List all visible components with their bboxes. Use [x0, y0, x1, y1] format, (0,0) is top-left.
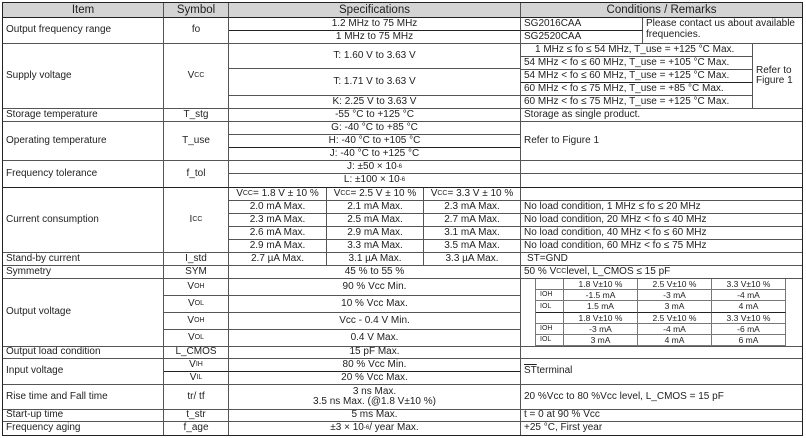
spec-storage: -55 °C to +125 °C [229, 109, 521, 122]
current-value: 2.0 mA Max. [229, 201, 327, 214]
supply-refer: Refer to Figure 1 [753, 44, 802, 109]
item-input-voltage: Input voltage [3, 359, 164, 385]
symbol-vol: V OL [164, 296, 229, 313]
current-value: 2.6 mA Max. [229, 227, 327, 240]
drive-value: -3 mA [638, 290, 712, 301]
current-condition: No load condition, 40 MHz < fo ≤ 60 MHz [521, 227, 802, 240]
current-condition: No load condition, 1 MHz ≤ fo ≤ 20 MHz [521, 201, 802, 214]
spec-voh-1: 90 % Vcc Min. [229, 279, 521, 296]
spec-vil: 20 % Vcc Max. [229, 372, 521, 385]
symbol-fo: fo [164, 18, 229, 44]
symbol-sym: SYM [164, 266, 229, 279]
item-aging: Frequency aging [3, 422, 164, 435]
current-value: 2.1 mA Max. [327, 201, 424, 214]
remark-tol-1 [521, 161, 802, 174]
drive-blank [536, 279, 564, 290]
current-value: 3.1 mA Max. [424, 227, 521, 240]
drive-value: 4 mA [638, 335, 712, 346]
spec-op-g: G: -40 °C to +85 °C [229, 122, 521, 135]
remark-operating: Refer to Figure 1 [521, 122, 802, 161]
remark-startup: t = 0 at 90 % Vcc [521, 410, 802, 422]
current-value: 3.5 mA Max. [424, 240, 521, 253]
symbol-istd: I_std [164, 253, 229, 266]
current-col-33: V CC = 3.3 V ± 10 % [424, 188, 521, 201]
model-sg2520caa: SG2520CAA [521, 31, 643, 44]
remark-storage: Storage as single product. [521, 109, 802, 122]
drive-blank [536, 313, 564, 324]
drive-header: 1.8 V±10 % [564, 279, 638, 290]
spec-freq-2: 1 MHz to 75 MHz [229, 31, 521, 44]
symbol-fage: f_age [164, 422, 229, 435]
drive-header: 2.5 V±10 % [638, 279, 712, 290]
spec-supply-t1: T: 1.60 V to 3.63 V [229, 44, 521, 69]
supply-cond-4: 60 MHz < fo ≤ 75 MHz, T_use = +85 °C Max. [521, 83, 753, 96]
symbol-ftol: f_tol [164, 161, 229, 188]
drive-value: 6 mA [712, 335, 786, 346]
current-value: 3.3 mA Max. [327, 240, 424, 253]
current-remark-blank [521, 188, 802, 201]
spec-tol-l: L: ±100 × 10 -6 [229, 174, 521, 188]
item-rise-fall: Rise time and Fall time [3, 385, 164, 410]
symbol-tuse: T_use [164, 122, 229, 161]
spec-vol-1: 10 % Vcc Max. [229, 296, 521, 313]
drive-label: IOH [536, 324, 564, 335]
spec-voh-2: Vcc - 0.4 V Min. [229, 313, 521, 330]
symbol-vih: V IH [164, 359, 229, 372]
item-load: Output load condition [3, 347, 164, 359]
item-symmetry: Symmetry [3, 266, 164, 279]
drive-label: IOL [536, 301, 564, 313]
spec-table [2, 2, 803, 436]
spec-load: 15 pF Max. [229, 347, 521, 359]
spec-vih: 80 % Vcc Min. [229, 359, 521, 372]
symbol-tstg: T_stg [164, 109, 229, 122]
drive-value: -6 mA [712, 324, 786, 335]
spec-supply-k: K: 2.25 V to 3.63 V [229, 96, 521, 109]
model-sg2016caa: SG2016CAA [521, 18, 643, 31]
item-output-voltage: Output voltage [3, 279, 164, 347]
item-operating: Operating temperature [3, 122, 164, 161]
current-value: 2.5 mA Max. [327, 214, 424, 227]
drive-label: IOH [536, 290, 564, 301]
spec-supply-t2: T: 1.71 V to 3.63 V [229, 69, 521, 96]
spec-op-h: H: -40 °C to +105 °C [229, 135, 521, 148]
header-remarks: Conditions / Remarks [521, 3, 802, 18]
remark-rise-fall: 20 %Vcc to 80 %Vcc level, L_CMOS = 15 pF [521, 385, 802, 410]
remark-symmetry: 50 % V CC level, L_CMOS ≤ 15 pF [521, 266, 802, 279]
symbol-vil: V IL [164, 372, 229, 385]
supply-cond-2: 54 MHz < fo ≤ 60 MHz, T_use = +105 °C Max. [521, 57, 753, 70]
current-value: 2.7 mA Max. [424, 214, 521, 227]
symbol-lcmos: L_CMOS [164, 347, 229, 359]
drive-header: 3.3 V±10 % [712, 313, 786, 324]
spec-freq-1: 1.2 MHz to 75 MHz [229, 18, 521, 31]
drive-value: -4 mA [638, 324, 712, 335]
item-standby: Stand-by current [3, 253, 164, 266]
spec-startup: 5 ms Max. [229, 410, 521, 422]
symbol-vol: V OL [164, 330, 229, 347]
standby-value: 2.7 µA Max. [229, 253, 327, 266]
remark-load [521, 347, 802, 359]
current-condition: No load condition, 60 MHz < fo ≤ 75 MHz [521, 240, 802, 253]
header-item: Item [3, 3, 164, 18]
spec-aging: ±3 × 10 -6 / year Max. [229, 422, 521, 435]
item-tolerance: Frequency tolerance [3, 161, 164, 188]
supply-cond-3: 54 MHz < fo ≤ 60 MHz, T_use = +125 °C Max. [521, 70, 753, 83]
current-col-18: V CC = 1.8 V ± 10 % [229, 188, 327, 201]
drive-header: 3.3 V±10 % [712, 279, 786, 290]
drive-value: -3 mA [564, 324, 638, 335]
current-value: 2.3 mA Max. [229, 214, 327, 227]
item-freq-range: Output frequency range [3, 18, 164, 44]
remark-standby: $\overline{ST}$ =GND [521, 253, 802, 266]
item-startup: Start-up time [3, 410, 164, 422]
item-storage: Storage temperature [3, 109, 164, 122]
spec-op-j: J: -40 °C to +125 °C [229, 148, 521, 161]
remark-tol-2 [521, 174, 802, 188]
symbol-tstr: t_str [164, 410, 229, 422]
symbol-icc: I CC [164, 188, 229, 253]
drive-value: 4 mA [712, 301, 786, 313]
item-current: Current consumption [3, 188, 164, 253]
drive-header: 1.8 V±10 % [564, 313, 638, 324]
drive-value: -4 mA [712, 290, 786, 301]
item-supply-voltage: Supply voltage [3, 44, 164, 109]
current-value: 2.9 mA Max. [327, 227, 424, 240]
header-symbol: Symbol [164, 3, 229, 18]
current-value: 2.3 mA Max. [424, 201, 521, 214]
current-col-25: V CC = 2.5 V ± 10 % [327, 188, 424, 201]
symbol-voh: V OH [164, 279, 229, 296]
symbol-vcc: V CC [164, 44, 229, 109]
drive-tables [521, 279, 802, 347]
freq-note: Please contact us about available frequencies. [643, 18, 802, 44]
spec-tol-j: J: ±50 × 10 -6 [229, 161, 521, 174]
drive-value: -1.5 mA [564, 290, 638, 301]
standby-value: 3.1 µA Max. [327, 253, 424, 266]
supply-cond-1: 1 MHz ≤ fo ≤ 54 MHz, T_use = +125 °C Max. [521, 44, 753, 57]
drive-value: 3 mA [638, 301, 712, 313]
current-value: 2.9 mA Max. [229, 240, 327, 253]
current-condition: No load condition, 20 MHz < fo ≤ 40 MHz [521, 214, 802, 227]
standby-value: 3.3 µA Max. [424, 253, 521, 266]
symbol-trtf: tr/ tf [164, 385, 229, 410]
remark-aging: +25 °C, First year [524, 422, 603, 434]
supply-cond-5: 60 MHz < fo ≤ 75 MHz, T_use = +125 °C Max. [521, 96, 753, 109]
spec-vol-2: 0.4 V Max. [229, 330, 521, 347]
drive-value: 3 mA [564, 335, 638, 346]
header-specifications: Specifications [229, 3, 521, 18]
drive-header: 2.5 V±10 % [638, 313, 712, 324]
drive-label: IOL [536, 335, 564, 346]
drive-value: 1.5 mA [564, 301, 638, 313]
remark-input: $\overline{ST}$ terminal [521, 359, 802, 385]
spec-rise-fall: 3 ns Max. 3.5 ns Max. (@1.8 V±10 %) [229, 385, 521, 410]
spec-symmetry: 45 % to 55 % [229, 266, 521, 279]
symbol-voh: V OH [164, 313, 229, 330]
